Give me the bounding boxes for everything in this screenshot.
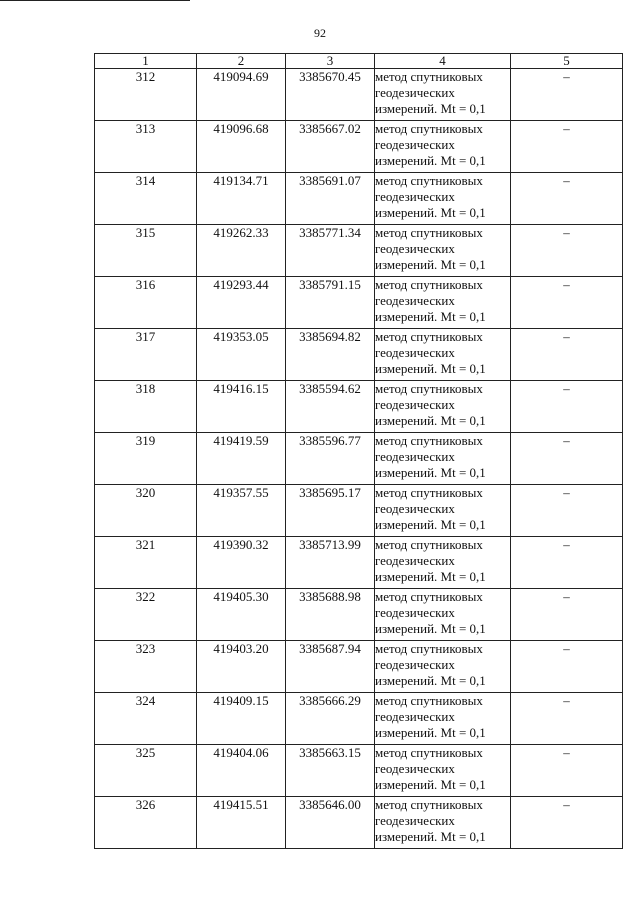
x-coordinate-cell: 419134.71 [197, 173, 286, 225]
y-coordinate-cell: 3385688.98 [286, 589, 375, 641]
method-line: измерений. Mt = 0,1 [375, 673, 486, 688]
note-cell: – [511, 693, 623, 745]
x-coordinate-cell: 419419.59 [197, 433, 286, 485]
table-row [95, 433, 623, 485]
point-number-cell: 315 [95, 225, 197, 277]
point-number-cell: 320 [95, 485, 197, 537]
method-line: измерений. Mt = 0,1 [375, 829, 486, 844]
y-coordinate-cell: 3385596.77 [286, 433, 375, 485]
method-line: геодезических [375, 657, 455, 672]
method-line: геодезических [375, 449, 455, 464]
note-cell: – [511, 173, 623, 225]
x-coordinate-cell: 419409.15 [197, 693, 286, 745]
method-line: измерений. Mt = 0,1 [375, 777, 486, 792]
method-line: геодезических [375, 761, 455, 776]
method-line: геодезических [375, 241, 455, 256]
y-coordinate-cell: 3385691.07 [286, 173, 375, 225]
method-line: метод спутниковых [375, 121, 483, 136]
method-line: геодезических [375, 345, 455, 360]
table-row [95, 589, 623, 641]
x-coordinate-cell: 419416.15 [197, 381, 286, 433]
point-number-cell: 322 [95, 589, 197, 641]
method-cell [375, 693, 511, 745]
column-header-y: 3 [286, 54, 375, 69]
method-line: измерений. Mt = 0,1 [375, 517, 486, 532]
method-cell [375, 589, 511, 641]
point-number-cell: 313 [95, 121, 197, 173]
method-line: геодезических [375, 553, 455, 568]
note-cell: – [511, 433, 623, 485]
note-cell: – [511, 745, 623, 797]
method-line: измерений. Mt = 0,1 [375, 413, 486, 428]
y-coordinate-cell: 3385670.45 [286, 69, 375, 121]
y-coordinate-cell: 3385694.82 [286, 329, 375, 381]
method-line: метод спутниковых [375, 173, 483, 188]
method-line: геодезических [375, 813, 455, 828]
note-cell: – [511, 225, 623, 277]
method-line: измерений. Mt = 0,1 [375, 465, 486, 480]
point-number-cell: 323 [95, 641, 197, 693]
x-coordinate-cell: 419262.33 [197, 225, 286, 277]
point-number-cell: 319 [95, 433, 197, 485]
column-header-method: 4 [375, 54, 511, 69]
method-line: геодезических [375, 293, 455, 308]
method-line: метод спутниковых [375, 589, 483, 604]
method-line: метод спутниковых [375, 433, 483, 448]
column-header-x: 2 [197, 54, 286, 69]
method-line: геодезических [375, 85, 455, 100]
method-line: метод спутниковых [375, 693, 483, 708]
note-cell: – [511, 381, 623, 433]
method-line: измерений. Mt = 0,1 [375, 621, 486, 636]
method-cell [375, 381, 511, 433]
x-coordinate-cell: 419403.20 [197, 641, 286, 693]
point-number-cell: 314 [95, 173, 197, 225]
method-line: измерений. Mt = 0,1 [375, 725, 486, 740]
note-cell: – [511, 329, 623, 381]
point-number-cell: 325 [95, 745, 197, 797]
column-header-number: 1 [95, 54, 197, 69]
method-cell [375, 69, 511, 121]
table-body [95, 69, 623, 849]
point-number-cell: 324 [95, 693, 197, 745]
x-coordinate-cell: 419353.05 [197, 329, 286, 381]
table-row [95, 329, 623, 381]
method-line: метод спутниковых [375, 745, 483, 760]
note-cell: – [511, 485, 623, 537]
method-line: геодезических [375, 397, 455, 412]
method-line: метод спутниковых [375, 641, 483, 656]
method-line: метод спутниковых [375, 485, 483, 500]
method-cell [375, 225, 511, 277]
y-coordinate-cell: 3385594.62 [286, 381, 375, 433]
x-coordinate-cell: 419094.69 [197, 69, 286, 121]
method-cell [375, 433, 511, 485]
table-row [95, 277, 623, 329]
method-line: метод спутниковых [375, 537, 483, 552]
column-header-note: 5 [511, 54, 623, 69]
method-cell [375, 277, 511, 329]
method-line: геодезических [375, 189, 455, 204]
method-line: измерений. Mt = 0,1 [375, 153, 486, 168]
method-line: метод спутниковых [375, 225, 483, 240]
x-coordinate-cell: 419357.55 [197, 485, 286, 537]
method-cell [375, 797, 511, 849]
note-cell: – [511, 589, 623, 641]
method-cell [375, 485, 511, 537]
method-line: измерений. Mt = 0,1 [375, 361, 486, 376]
point-number-cell: 321 [95, 537, 197, 589]
method-line: геодезических [375, 501, 455, 516]
note-cell: – [511, 69, 623, 121]
table-row [95, 173, 623, 225]
y-coordinate-cell: 3385667.02 [286, 121, 375, 173]
y-coordinate-cell: 3385791.15 [286, 277, 375, 329]
y-coordinate-cell: 3385713.99 [286, 537, 375, 589]
method-line: геодезических [375, 137, 455, 152]
y-coordinate-cell: 3385687.94 [286, 641, 375, 693]
method-line: метод спутниковых [375, 69, 483, 84]
x-coordinate-cell: 419293.44 [197, 277, 286, 329]
method-line: измерений. Mt = 0,1 [375, 569, 486, 584]
note-cell: – [511, 537, 623, 589]
note-cell: – [511, 797, 623, 849]
method-cell [375, 329, 511, 381]
table-row [95, 225, 623, 277]
method-line: измерений. Mt = 0,1 [375, 205, 486, 220]
method-line: метод спутниковых [375, 381, 483, 396]
x-coordinate-cell: 419415.51 [197, 797, 286, 849]
table-row [95, 797, 623, 849]
method-line: геодезических [375, 709, 455, 724]
coordinates-table [94, 53, 623, 849]
table-row [95, 381, 623, 433]
method-line: геодезических [375, 605, 455, 620]
method-line: измерений. Mt = 0,1 [375, 309, 486, 324]
point-number-cell: 318 [95, 381, 197, 433]
table-row [95, 641, 623, 693]
method-line: метод спутниковых [375, 797, 483, 812]
point-number-cell: 326 [95, 797, 197, 849]
method-line: метод спутниковых [375, 277, 483, 292]
method-cell [375, 537, 511, 589]
method-line: измерений. Mt = 0,1 [375, 257, 486, 272]
y-coordinate-cell: 3385646.00 [286, 797, 375, 849]
method-line: метод спутниковых [375, 329, 483, 344]
note-cell: – [511, 641, 623, 693]
x-coordinate-cell: 419405.30 [197, 589, 286, 641]
method-line: измерений. Mt = 0,1 [375, 101, 486, 116]
y-coordinate-cell: 3385666.29 [286, 693, 375, 745]
x-coordinate-cell: 419096.68 [197, 121, 286, 173]
method-cell [375, 745, 511, 797]
note-cell: – [511, 121, 623, 173]
method-cell [375, 173, 511, 225]
table-row [95, 745, 623, 797]
table-row [95, 121, 623, 173]
point-number-cell: 312 [95, 69, 197, 121]
table-row [95, 69, 623, 121]
table-header-row [95, 54, 623, 69]
page-number: 92 [314, 26, 326, 40]
table-row [95, 485, 623, 537]
x-coordinate-cell: 419404.06 [197, 745, 286, 797]
method-cell [375, 121, 511, 173]
table-row [95, 693, 623, 745]
y-coordinate-cell: 3385695.17 [286, 485, 375, 537]
note-cell: – [511, 277, 623, 329]
method-cell [375, 641, 511, 693]
y-coordinate-cell: 3385663.15 [286, 745, 375, 797]
table-row [95, 537, 623, 589]
point-number-cell: 317 [95, 329, 197, 381]
top-rule-divider [0, 0, 190, 1]
y-coordinate-cell: 3385771.34 [286, 225, 375, 277]
x-coordinate-cell: 419390.32 [197, 537, 286, 589]
point-number-cell: 316 [95, 277, 197, 329]
